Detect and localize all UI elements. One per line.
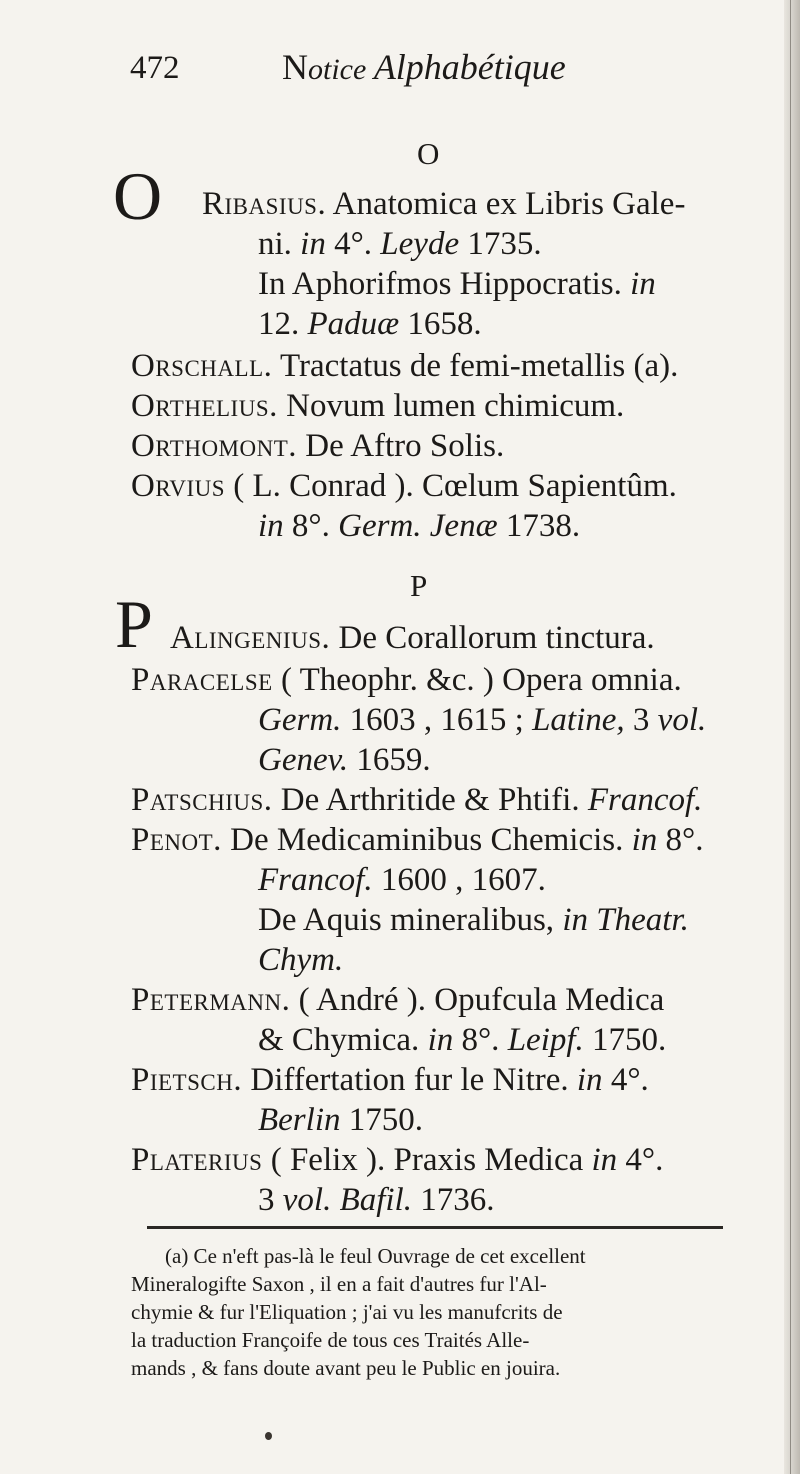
entry-italic: Leipf. [507,1022,584,1058]
entry-line [258,1182,494,1219]
entry-name: Orschall. [131,348,273,384]
entry-line [258,902,689,939]
entry-text: De Corallorum tinctura. [330,620,655,656]
entry-text: De Medicaminibus Chemicis. [221,822,632,858]
entry-italic: Paduæ [307,306,400,342]
entry-name: Ribasius. [202,186,327,222]
running-title-rest: otice [308,53,374,86]
entry-orschall [131,348,678,385]
entry-name: Orthomont. [131,428,298,464]
entry-name: Petermann. [131,982,291,1018]
footnote-line-2: Mineralogifte Saxon , il en a fait d'autres fur l'Al- [131,1272,547,1296]
page-number: 472 [130,50,180,86]
entry-text: De Aquis mineralibus, [258,902,563,938]
entry-text: ni. [258,226,301,262]
entry-text: 1735. [459,226,542,262]
entry-paracelse [131,662,682,699]
entry-italic: Latine, [532,702,625,738]
entry-name: Penot. [131,822,222,858]
entry-text: 8°. [657,822,704,858]
entry-line [258,942,343,979]
entry-italic: in [576,1062,603,1098]
entry-italic: in [630,266,656,302]
page-edge [784,0,800,1474]
entry-italic: Leyde [380,226,460,262]
entry-text: 4°. [617,1142,664,1178]
entry-text: 1600 , 1607. [372,862,546,898]
entry-patschius [131,782,702,819]
entry-italic: Berlin [258,1102,341,1138]
entry-text: Differtation fur le Nitre. [242,1062,577,1098]
entry-text: 3 [624,702,658,738]
entry-text: 3 [258,1182,283,1218]
running-title [282,46,566,88]
entry-text: Tractatus de femi-metallis (a). [272,348,679,384]
entry-line [258,508,580,545]
entry-line [258,226,542,263]
entry-text: ( Theophr. &c. ) Opera omnia. [272,662,682,698]
entry-name: Pietsch. [131,1062,243,1098]
entry-name: Orvius [131,468,226,504]
entry-name: Orthelius. [131,388,278,424]
entry-petermann [131,982,664,1019]
entry-italic: in Theatr. [562,902,689,938]
section-heading-p: P [410,568,428,603]
entry-line [258,306,482,343]
page-edge-line [790,0,791,1474]
entry-text: De Arthritide & Phtifi. [272,782,588,818]
entry-name: Paracelse [131,662,273,698]
entry-text: & Chymica. [258,1022,428,1058]
entry-text: ( André ). Opufcula Medica [290,982,665,1018]
entry-orvius [131,468,677,505]
entry-italic: in [631,822,658,858]
entry-text: De Aftro Solis. [297,428,505,464]
entry-italic: Germ. Jenæ [338,508,498,544]
ink-spot [265,1432,272,1440]
entry-text: 12. [258,306,308,342]
entry-ribasius [202,186,685,223]
entry-text: 1750. [583,1022,667,1058]
entry-line [258,266,656,303]
entry-text: ( L. Conrad ). Cœlum Sapientûm. [225,468,677,504]
entry-italic: in [258,508,284,544]
entry-italic: Chym. [258,942,344,978]
entry-line [258,1102,423,1139]
footnote-rule [147,1226,723,1229]
section-heading-o: O [417,136,440,171]
entry-italic: Francof. [258,862,373,898]
entry-alingenius [170,620,655,657]
entry-italic: in [591,1142,618,1178]
entry-name: Patschius. [131,782,273,818]
running-title-italic: Alphabétique [373,47,566,87]
entry-italic: Genev. [258,742,349,778]
entry-text: Novum lumen chimicum. [277,388,625,424]
entry-name: Platerius [131,1142,263,1178]
entry-text: 1603 , 1615 ; [341,702,533,738]
entry-line [258,702,706,739]
entry-text: Anatomica ex Libris Gale- [326,186,686,222]
entry-pietsch [131,1062,649,1099]
running-title-initial: N [282,47,308,87]
entry-italic: in [427,1022,454,1058]
entry-line [258,1022,666,1059]
drop-cap-p: P [115,586,153,662]
footnote-line-5: mands , & fans doute avant peu le Public en jouira. [131,1356,561,1380]
entry-text: 1658. [399,306,482,342]
entry-line [258,742,431,779]
entry-line [258,862,546,899]
drop-cap-o: O [113,158,163,234]
entry-orthelius [131,388,624,425]
entry-italic: vol. [657,702,707,738]
entry-text: ( Felix ). Praxis Medica [262,1142,592,1178]
entry-text: 4°. [602,1062,649,1098]
entry-italic: in [300,226,326,262]
entry-italic: Francof. [587,782,703,818]
entry-text: 4°. [325,226,381,262]
footnote-line-4: la traduction Françoife de tous ces Traités Alle- [131,1328,530,1352]
entry-italic: vol. Bafil. [282,1182,412,1218]
entry-text: 1736. [411,1182,495,1218]
entry-orthomont [131,428,504,465]
footnote-line-3: chymie & fur l'Eliquation ; j'ai vu les manufcrits de [131,1300,563,1324]
entry-text: 8°. [283,508,339,544]
entry-penot [131,822,703,859]
entry-text: In Aphorifmos Hippocratis. [258,266,631,302]
entry-text: 1659. [348,742,431,778]
entry-italic: Germ. [258,702,342,738]
entry-text: 8°. [453,1022,508,1058]
entry-platerius [131,1142,663,1179]
footnote-line-1: (a) Ce n'eft pas-là le feul Ouvrage de cet excellent [165,1244,586,1268]
entry-name: Alingenius. [170,620,331,656]
entry-text: 1738. [497,508,581,544]
entry-text: 1750. [340,1102,423,1138]
